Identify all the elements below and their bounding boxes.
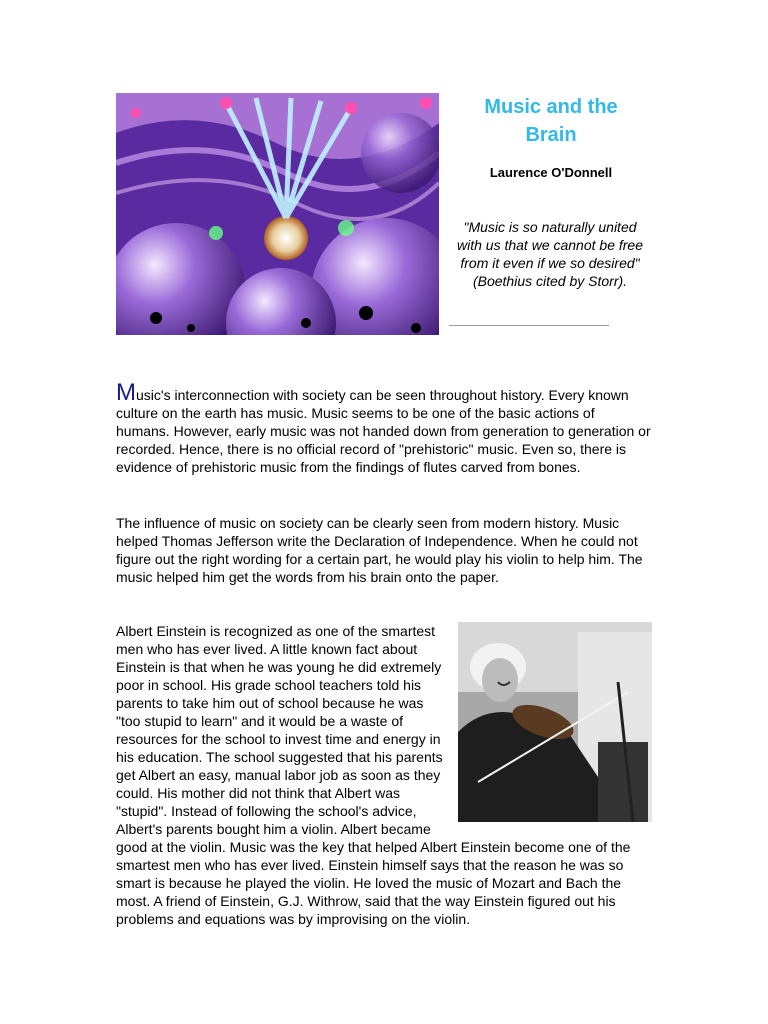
einstein-violin-photo <box>458 622 652 822</box>
author-name: Laurence O'Donnell <box>489 165 613 180</box>
drop-cap: M <box>116 379 136 406</box>
hero-image <box>116 93 439 335</box>
page-title: Music and the Brain <box>484 96 618 146</box>
paragraph-text: Albert Einstein is recognized as one of the smartest men who has ever lived. A little known fact about Einstein is that when he was young he did extremely poor in school. His grade school teachers told his parents to take him out of school because he was "too stupid to learn" and it would be a waste of resources for the school to invest time and energy in his education. The school suggested that his parents get Albert an easy, manual labor job as soon as they could. His mother did not think that Albert was "stupid". Instead of following the school's advice, Albert's parents bought him a violin. Albert became good at the violin. Music was the key that helped Albert Einstein become one of the smartest men who has ever lived. Einstein himself says that the reason he was so smart is because he played the violin. He loved the music of Mozart and Bach the most. A friend of Einstein, G.J. Withrow, said that the way Einstein figured out his problems and equations was by improvising on the violin. <box>116 623 631 927</box>
paragraph-text: usic's interconnection with society can be seen throughout history. Every known culture on the earth has music. Music seems to be one of the basic actions of humans. However, early music was not handed down from generation to generation or recorded. Hence, there is no official record of "prehistoric" music. Even so, there is evidence of prehistoric music from the findings of flutes carved from bones. <box>116 387 651 475</box>
divider <box>449 325 609 326</box>
paragraph-jefferson: The influence of music on society can be clearly seen from modern history. Music helped Thomas Jefferson write the Declaration of Independence. When he could not figure out the right wording for a certain part, he would play his violin to help him. The music helped him get the words from his brain onto the paper. <box>116 515 643 585</box>
paragraph-prehistoric-music <box>116 379 652 476</box>
epigraph-quote: "Music is so naturally united with us that we cannot be free from it even if we so desired" (Boethius cited by Storr). <box>457 219 643 289</box>
paragraph-einstein-block <box>116 622 652 928</box>
